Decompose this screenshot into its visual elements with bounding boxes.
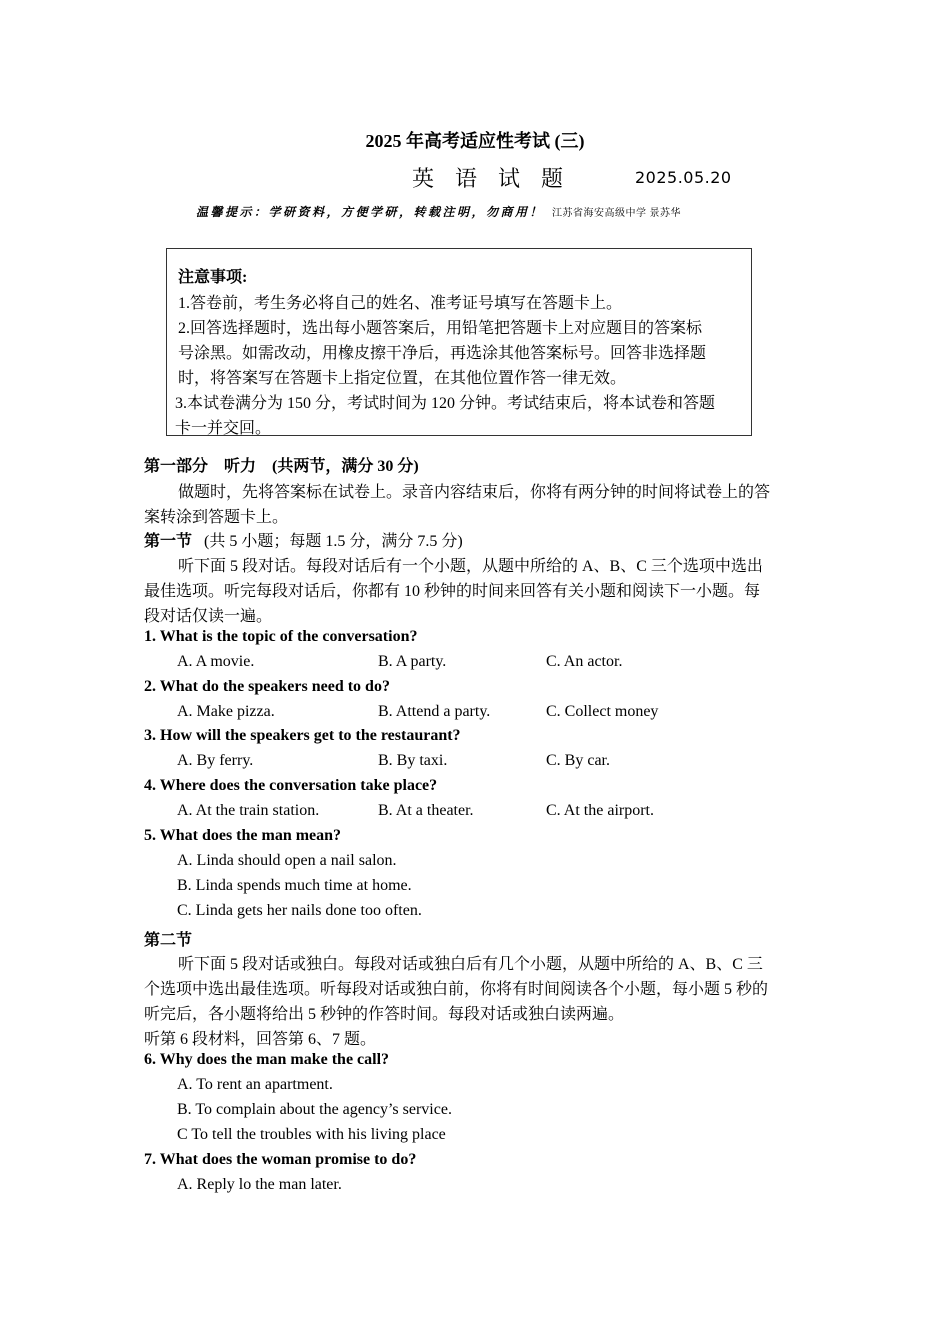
option-c: C To tell the troubles with his living place [177,1126,446,1143]
exam-title: 2025 年高考适应性考试 (三) [365,131,585,151]
section1-heading-row [144,528,463,551]
notice-line: 卡一并交回。 [175,420,272,437]
option-c: C. At the airport. [546,802,654,819]
section1-info: (共 5 小题；每题 1.5 分，满分 7.5 分) [204,533,463,550]
question-7: 7. What does the woman promise to do? [144,1151,417,1168]
notice-line: 3.本试卷满分为 150 分，考试时间为 120 分钟。考试结束后，将本试卷和答题 [175,395,716,412]
question-5: 5. What does the man mean? [144,827,342,844]
notice-line: 1.答卷前，考生务必将自己的姓名、准考证号填写在答题卡上。 [178,295,623,312]
notice-title: 注意事项: [178,269,248,286]
question-6: 6. Why does the man make the call? [144,1051,390,1068]
option-a: A. By ferry. [177,752,254,769]
question-4: 4. Where does the conversation take place? [144,777,438,794]
option-a: A. To rent an apartment. [177,1076,333,1093]
option-c: C. Collect money [546,703,659,720]
tip-row [196,203,681,220]
section1-heading: 第一节 [144,533,193,550]
option-b: B. To complain about the agency’s service. [177,1101,452,1118]
school-name: 江苏省海安高级中学 景苏华 [552,208,682,219]
paragraph-line: 听完后，各小题将给出 5 秒钟的作答时间。每段对话或独白读两遍。 [144,1006,625,1023]
paragraph-line: 做题时，先将答案标在试卷上。录音内容结束后，你将有两分钟的时间将试卷上的答 [178,484,771,501]
notice-line: 时，将答案写在答题卡上指定位置，在其他位置作答一律无效。 [178,370,627,387]
option-a: A. A movie. [177,653,255,670]
paragraph-line: 个选项中选出最佳选项。听每段对话或独白前，你将有时间阅读各个小题，每小题 5 秒的 [144,981,769,998]
option-a: A. Reply lo the man later. [177,1176,342,1193]
option-b: B. A party. [378,653,447,670]
exam-subtitle: 英 语 试 题 [412,167,570,192]
paragraph-line: 听下面 5 段对话或独白。每段对话或独白后有几个小题，从题中所给的 A、B、C 三 [178,956,763,973]
question-1: 1. What is the topic of the conversation? [144,628,418,645]
option-b: B. At a theater. [378,802,474,819]
exam-date: 2025.05.20 [635,168,732,187]
tip-text: 温馨提示：学研资料，方便学研，转载注明，勿商用！ [196,205,545,219]
question-3: 3. How will the speakers get to the restaurant? [144,727,461,744]
question-2: 2. What do the speakers need to do? [144,678,390,695]
option-c: C. An actor. [546,653,623,670]
option-a: A. Make pizza. [177,703,275,720]
option-b: B. By taxi. [378,752,448,769]
option-b: B. Linda spends much time at home. [177,877,412,894]
option-c: C. Linda gets her nails done too often. [177,902,422,919]
paragraph-line: 最佳选项。听完每段对话后，你都有 10 秒钟的时间来回答有关小题和阅读下一小题。每 [144,583,761,600]
paragraph-line: 段对话仅读一遍。 [144,608,273,625]
section2-heading: 第二节 [144,932,193,949]
option-a: A. At the train station. [177,802,320,819]
notice-line: 2.回答选择题时，选出每小题答案后，用铅笔把答题卡上对应题目的答案标 [178,320,703,337]
option-a: A. Linda should open a nail salon. [177,852,397,869]
notice-line: 号涂黑。如需改动，用橡皮擦干净后，再选涂其他答案标号。回答非选择题 [178,345,707,362]
option-b: B. Attend a party. [378,703,491,720]
part1-heading: 第一部分 听力 (共两节，满分 30 分) [144,458,419,475]
subtitle-row [0,162,950,190]
paragraph-line: 听下面 5 段对话。每段对话后有一个小题，从题中所给的 A、B、C 三个选项中选出 [178,558,763,575]
material-6-note: 听第 6 段材料，回答第 6、7 题。 [144,1031,377,1048]
option-c: C. By car. [546,752,610,769]
paragraph-line: 案转涂到答题卡上。 [144,509,289,526]
